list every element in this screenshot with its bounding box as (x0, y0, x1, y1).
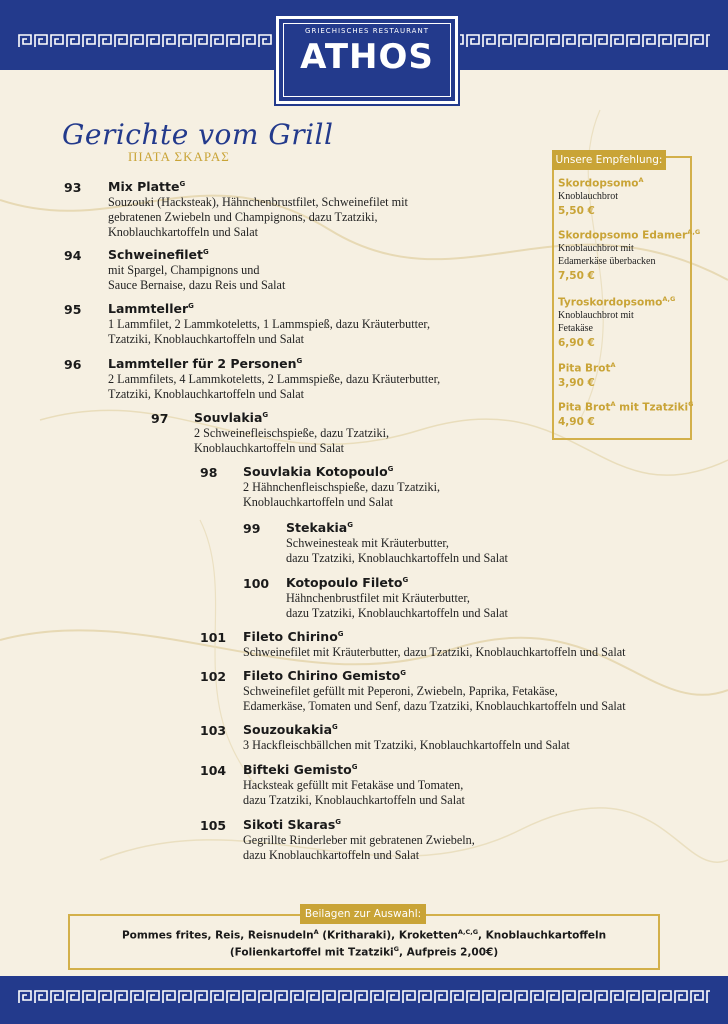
section-subtitle-greek: ΠΙΑΤΑ ΣΚΑΡΑΣ (128, 149, 230, 164)
restaurant-logo (276, 16, 458, 104)
side-dishes-header: Beilagen zur Auswahl: (300, 904, 426, 924)
recommendation-item (558, 176, 644, 217)
recommendation-description: Knoblauchbrot mit Edamerkäse überbacken (558, 242, 656, 267)
item-description: 1 Lammfilet, 2 Lammkoteletts, 1 Lammspieß, dazu Kräuterbutter, Tzatziki, Knoblauchkartoffeln und Salat (108, 317, 431, 346)
item-name: Souzoukakia$^G$ (243, 722, 338, 737)
recommendation-name: Pita Brot$^A$ mit Tzatziki$^G$ (558, 400, 694, 414)
allergen-code: G (347, 520, 353, 529)
item-name: Souvlakia$^G$ (194, 410, 269, 425)
recommendation-name: Skordopsomo$^A$ (558, 176, 644, 190)
allergen-code: G (387, 464, 394, 473)
item-description: mit Spargel, Champignons und Sauce Bernaise, dazu Reis und Salat (108, 263, 286, 292)
item-number: 104 (200, 763, 227, 778)
greek-key-border-bottom (18, 990, 710, 1004)
item-name: Bifteki Gemisto$^G$ (243, 762, 358, 777)
item-description: Hähnchenbrustfilet mit Kräuterbutter, dazu Tzatziki, Knoblauchkartoffeln und Salat (286, 591, 508, 620)
recommendation-name: Pita Brot$^A$ (558, 361, 616, 375)
item-name: Kotopoulo Fileto$^G$ (286, 575, 409, 590)
recommendation-price: 7,50 € (558, 269, 595, 282)
item-number: 105 (200, 818, 227, 833)
item-number: 96 (64, 357, 82, 372)
item-description: 3 Hackfleischbällchen mit Tzatziki, Knoblauchkartoffeln und Salat (243, 738, 570, 752)
allergen-code: G (337, 629, 344, 638)
logo-name: ATHOS (300, 37, 434, 77)
recommendation-price: 6,90 € (558, 336, 595, 349)
item-description: 2 Lammfilets, 4 Lammkoteletts, 2 Lammspieße, dazu Kräuterbutter, Tzatziki, Knoblauchkartoffeln und Salat (108, 372, 441, 401)
recommendation-item (558, 400, 693, 428)
recommendation-item (558, 228, 700, 282)
item-number: 95 (64, 302, 82, 317)
allergen-code: G (296, 356, 303, 365)
item-number: 98 (200, 465, 218, 480)
item-name: Lammteller für 2 Personen$^G$ (108, 356, 303, 371)
allergen-code: G (188, 301, 194, 310)
item-description: Schweinefilet gefüllt mit Peperoni, Zwiebeln, Paprika, Fetakäse, Edamerkäse, Tomaten und Senf, dazu Tzatziki, Knoblauchkartoffeln und Salat (243, 684, 626, 713)
item-number: 99 (243, 521, 261, 536)
item-name: Schweinefilet$^G$ (108, 247, 209, 262)
recommendation-name: Tyroskordopsomo$^{A,G}$ (558, 295, 676, 309)
item-name: Sikoti Skaras$^G$ (243, 817, 342, 832)
item-number: 103 (200, 723, 227, 738)
logo-subtitle: GRIECHISCHES RESTAURANT (305, 27, 429, 35)
allergen-code: G (179, 179, 186, 188)
item-description: Hacksteak gefüllt mit Fetakäse und Tomaten, dazu Tzatziki, Knoblauchkartoffeln und Salat (243, 778, 465, 807)
item-name: Lammteller$^G$ (108, 301, 194, 316)
recommendation-description: Knoblauchbrot mit Fetakäse (558, 309, 634, 334)
allergen-code: G (402, 575, 409, 584)
item-description: 2 Hähnchenfleischspieße, dazu Tzatziki, Knoblauchkartoffeln und Salat (243, 480, 441, 509)
recommendation-header: Unsere Empfehlung: (552, 150, 666, 170)
side-dishes-line-1: Pommes frites, Reis, Reisnudeln$^A$ (Kritharaki), Kroketten$^{A,C,G}$, Knoblauchkartoffeln (121, 928, 607, 942)
item-number: 102 (200, 669, 227, 684)
item-number: 100 (243, 576, 270, 591)
item-description: Schweinefilet mit Kräuterbutter, dazu Tzatziki, Knoblauchkartoffeln und Salat (243, 645, 626, 659)
side-dishes-line-2: (Folienkartoffel mit Tzatziki$^G$, Aufpreis 2,00€) (229, 945, 499, 959)
item-number: 97 (151, 411, 169, 426)
item-description: Souzouki (Hacksteak), Hähnchenbrustfilet, Schweinefilet mit gebratenen Zwiebeln und Champignons, dazu Tzatziki, Knoblauchkartoffeln und Salat (108, 195, 408, 239)
recommendation-price: 3,90 € (558, 376, 595, 389)
recommendation-description: Knoblauchbrot (558, 190, 618, 202)
item-name: Stekakia$^G$ (286, 520, 353, 535)
item-description: 2 Schweinefleischspieße, dazu Tzatziki, Knoblauchkartoffeln und Salat (194, 426, 390, 455)
recommendation-price: 5,50 € (558, 204, 595, 217)
item-number: 94 (64, 248, 82, 263)
recommendation-item (558, 295, 675, 349)
item-name: Mix Platte$^G$ (108, 179, 186, 194)
allergen-code: G (335, 817, 342, 826)
item-description: Gegrillte Rinderleber mit gebratenen Zwiebeln, dazu Knoblauchkartoffeln und Salat (243, 833, 475, 862)
item-number: 101 (200, 630, 227, 645)
allergen-code: G (203, 247, 209, 256)
item-name: Fileto Chirino$^G$ (243, 629, 344, 644)
item-name: Souvlakia Kotopoulo$^G$ (243, 464, 394, 479)
allergen-code: G (351, 762, 358, 771)
recommendation-item (558, 361, 616, 389)
allergen-code: G (332, 722, 338, 731)
item-description: Schweinesteak mit Kräuterbutter, dazu Tzatziki, Knoblauchkartoffeln und Salat (286, 536, 508, 565)
recommendation-name: Skordopsomo Edamer$^{A,G}$ (558, 228, 701, 242)
section-title: Gerichte vom Grill (62, 118, 334, 151)
item-number: 93 (64, 180, 82, 195)
allergen-code: G (262, 410, 269, 419)
bottom-band (0, 976, 728, 1024)
item-name: Fileto Chirino Gemisto$^G$ (243, 668, 406, 683)
allergen-code: G (400, 668, 406, 677)
recommendation-price: 4,90 € (558, 415, 595, 428)
